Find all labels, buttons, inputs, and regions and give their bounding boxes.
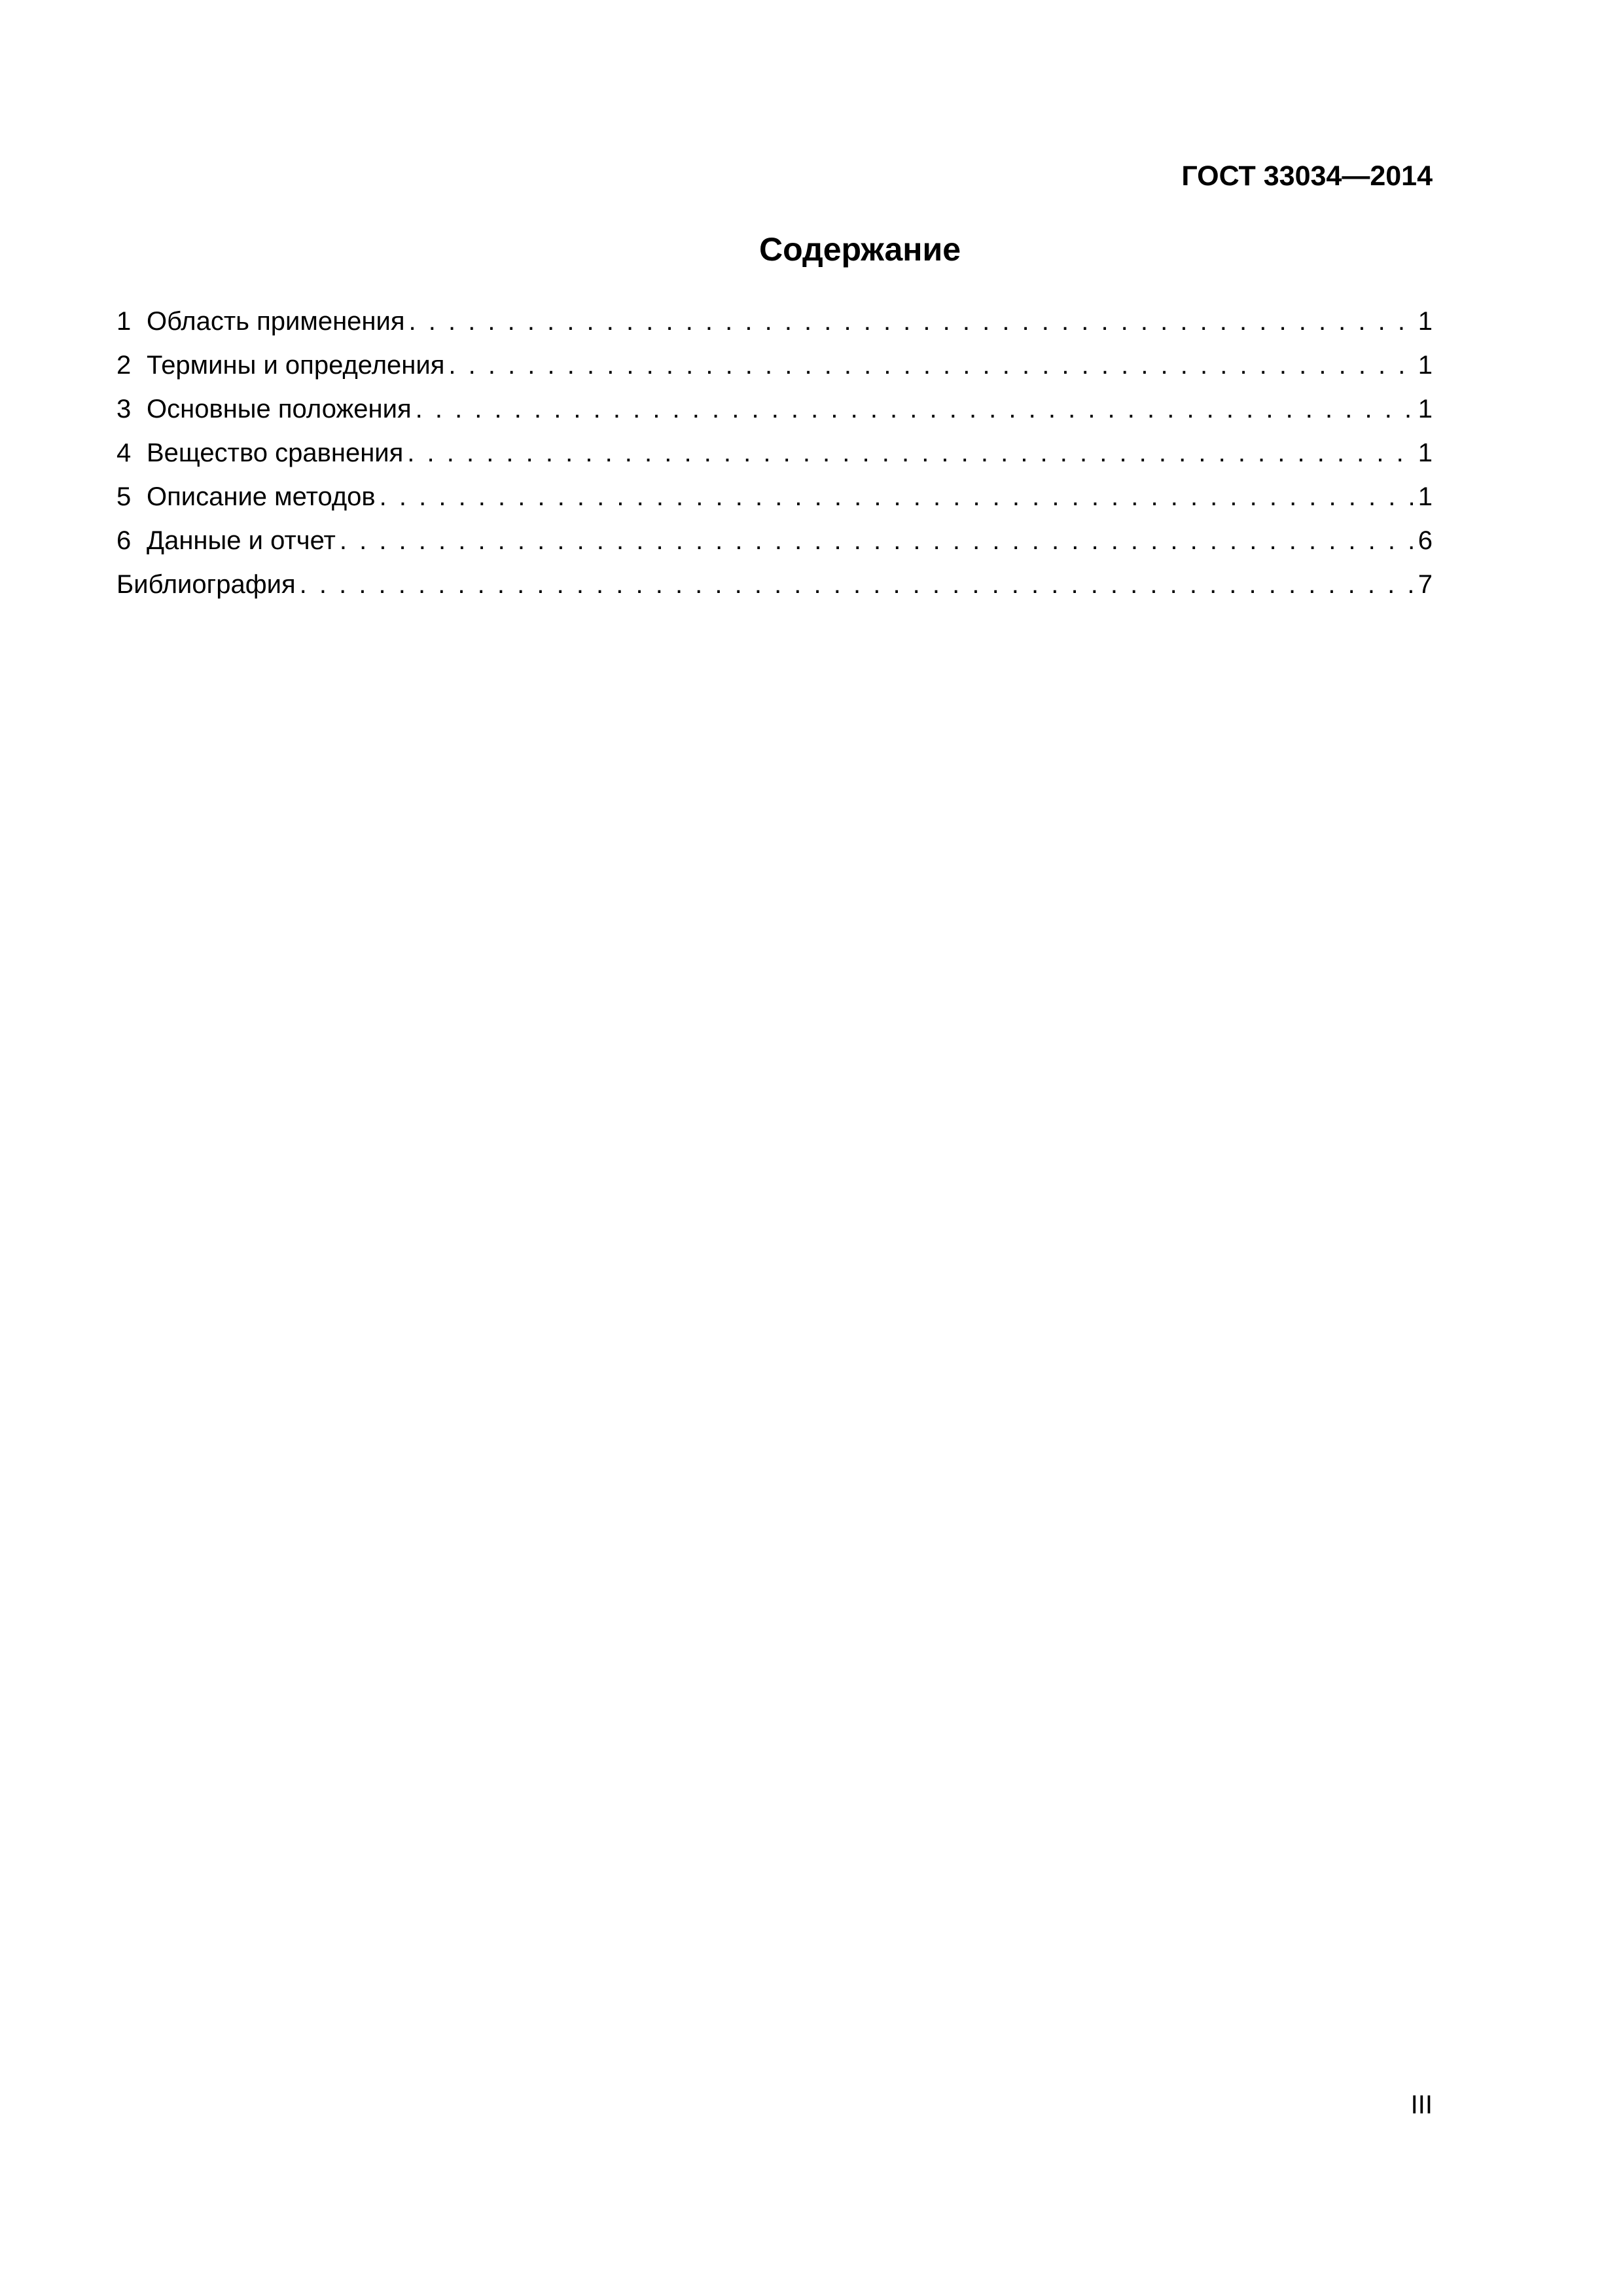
toc-entry-page: 6 bbox=[1418, 526, 1433, 555]
toc-entry[interactable] bbox=[116, 519, 1433, 563]
toc-entry-number: 2 bbox=[116, 351, 132, 380]
toc-entry-number: 4 bbox=[116, 439, 132, 467]
document-code: ГОСТ 33034—2014 bbox=[1181, 160, 1433, 192]
toc-entry-page: 7 bbox=[1418, 570, 1433, 599]
page-number: III bbox=[1410, 2090, 1433, 2119]
toc-entry-label: Область применения bbox=[147, 307, 405, 336]
toc-entry-label: Вещество сравнения bbox=[147, 439, 404, 467]
toc-entry[interactable] bbox=[116, 344, 1433, 387]
toc-title: Содержание bbox=[758, 231, 961, 268]
toc-entry-page: 1 bbox=[1418, 351, 1433, 380]
dot-leader bbox=[340, 519, 1413, 563]
toc-entry-page: 1 bbox=[1418, 482, 1433, 511]
toc-entry-number: 3 bbox=[116, 395, 132, 423]
toc-entry-page: 1 bbox=[1418, 395, 1433, 423]
toc-entry-label: Описание методов bbox=[147, 482, 376, 511]
dot-leader bbox=[380, 475, 1413, 519]
toc-entry-label: Термины и определения bbox=[147, 351, 445, 380]
toc-entry-number: 5 bbox=[116, 482, 132, 511]
dot-leader bbox=[416, 387, 1413, 431]
toc-entry-label: Библиография bbox=[116, 570, 296, 599]
toc-entry-label: Основные положения bbox=[147, 395, 412, 423]
toc-entry-number: 1 bbox=[116, 307, 132, 336]
dot-leader bbox=[407, 431, 1413, 475]
toc-entry-label: Данные и отчет bbox=[147, 526, 336, 555]
table-of-contents bbox=[116, 300, 1433, 607]
dot-leader bbox=[448, 344, 1413, 387]
toc-entry[interactable] bbox=[116, 475, 1433, 519]
dot-leader bbox=[409, 300, 1413, 344]
toc-entry[interactable] bbox=[116, 387, 1433, 431]
toc-entry-page: 1 bbox=[1418, 307, 1433, 336]
toc-entry-page: 1 bbox=[1418, 439, 1433, 467]
dot-leader bbox=[300, 563, 1413, 607]
toc-entry-number: 6 bbox=[116, 526, 132, 555]
toc-entry-bibliography[interactable] bbox=[116, 563, 1433, 607]
toc-entry[interactable] bbox=[116, 300, 1433, 344]
toc-entry[interactable] bbox=[116, 431, 1433, 475]
